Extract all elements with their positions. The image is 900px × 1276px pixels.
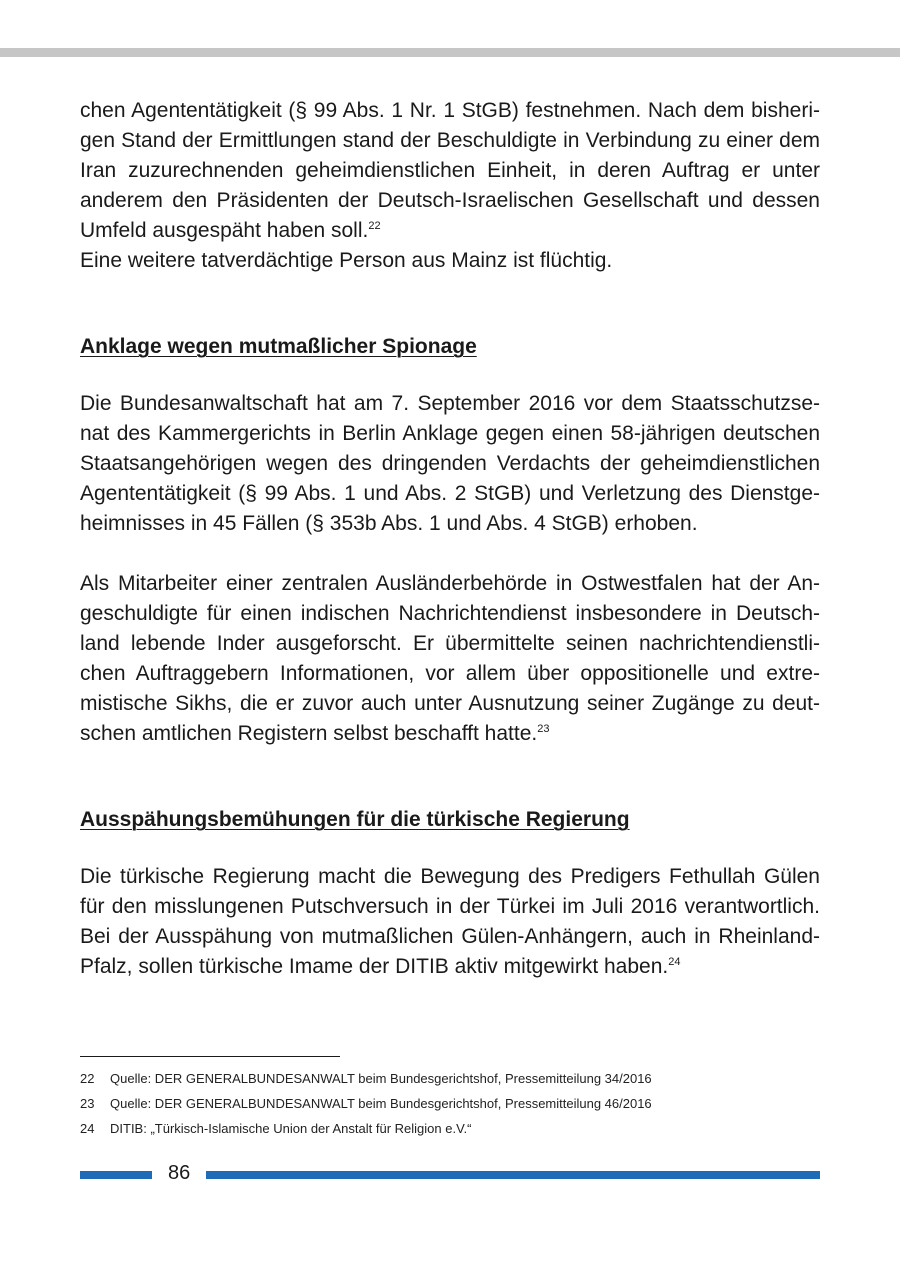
- footnote-text: Quelle: DER GENERALBUNDESANWALT beim Bundesgerichtshof, Pressemitteilung 34/2016: [110, 1071, 652, 1086]
- footnote-ref-24[interactable]: 24: [668, 956, 681, 968]
- footnote-22: [80, 1066, 820, 1091]
- footnote-ref-22[interactable]: 22: [368, 220, 381, 232]
- footnote-ref-23[interactable]: 23: [537, 723, 550, 735]
- footnote-number: 24: [80, 1121, 95, 1136]
- footnote-number: 22: [80, 1071, 95, 1086]
- footer-bar-right: [206, 1171, 820, 1179]
- spionage-paragraph-2: Als Mitarbeiter einer zentralen Ausländerbehörde in Ostwestfalen hat der An-geschuldigte für einen indischen Nachrichtendienst insbesondere in Deutsch-land lebende Inder ausgeforscht. Er übermittelte seinen nachrichtendienstli-chen Auftraggebern Informationen, vor allem über oppositionelle und extre-mistische Sikhs, die er zuvor auch unter Ausnutzung seiner Zugänge zu deut-schen amtlichen Registern selbst beschafft hatte.$^{23}$: [80, 572, 820, 745]
- page-number: 86: [168, 1162, 191, 1184]
- header-rule: [0, 48, 900, 57]
- intro-paragraph: chen Agententätigkeit (§ 99 Abs. 1 Nr. 1 StGB) festnehmen. Nach dem bisheri-gen Stand der Ermittlungen stand der Beschuldigte in Verbindung zu einer dem Iran zuzurechnenden geheimdienstlichen Einheit, in deren Auftrag er unter anderem den Präsidenten der Deutsch-Israelischen Gesellschaft und dessen Umfeld ausgespäht haben soll.$^{22}$: [80, 99, 820, 242]
- page-footer: [80, 1160, 820, 1188]
- footer-bar-left: [80, 1171, 152, 1179]
- footnotes: [80, 1066, 820, 1141]
- tuerkei-paragraph-1: Die türkische Regierung macht die Bewegung des Predigers Fethullah Gülen für den misslungenen Putschversuch in der Türkei im Juli 2016 verantwortlich. Bei der Ausspähung von mutmaßlichen Gülen-Anhängern, auch in Rheinland-Pfalz, sollen türkische Imame der DITIB aktiv mitgewirkt haben.$^{24}$: [80, 865, 820, 978]
- page-body: [80, 96, 820, 982]
- footnote-number: 23: [80, 1096, 95, 1111]
- section-heading-tuerkei: Ausspähungsbemühungen für die türkische Regierung: [80, 808, 630, 831]
- section-heading-spionage: Anklage wegen mutmaßlicher Spionage: [80, 335, 477, 358]
- footnote-separator: [80, 1056, 340, 1057]
- intro-followup: Eine weitere tatverdächtige Person aus Mainz ist flüchtig.: [80, 249, 613, 272]
- footnote-24: [80, 1116, 820, 1141]
- spionage-paragraph-1: Die Bundesanwaltschaft hat am 7. September 2016 vor dem Staatsschutzse-nat des Kammergerichts in Berlin Anklage gegen einen 58-jährigen deutschen Staatsangehörigen wegen des dringenden Verdachts der geheimdienstlichen Agententätigkeit (§ 99 Abs. 1 und Abs. 2 StGB) und Verletzung des Dienstge-heimnisses in 45 Fällen (§ 353b Abs. 1 und Abs. 4 StGB) erhoben.: [80, 392, 820, 535]
- footnote-23: [80, 1091, 820, 1116]
- footnote-text: DITIB: „Türkisch-Islamische Union der Anstalt für Religion e.V.“: [110, 1121, 472, 1136]
- footnote-text: Quelle: DER GENERALBUNDESANWALT beim Bundesgerichtshof, Pressemitteilung 46/2016: [110, 1096, 652, 1111]
